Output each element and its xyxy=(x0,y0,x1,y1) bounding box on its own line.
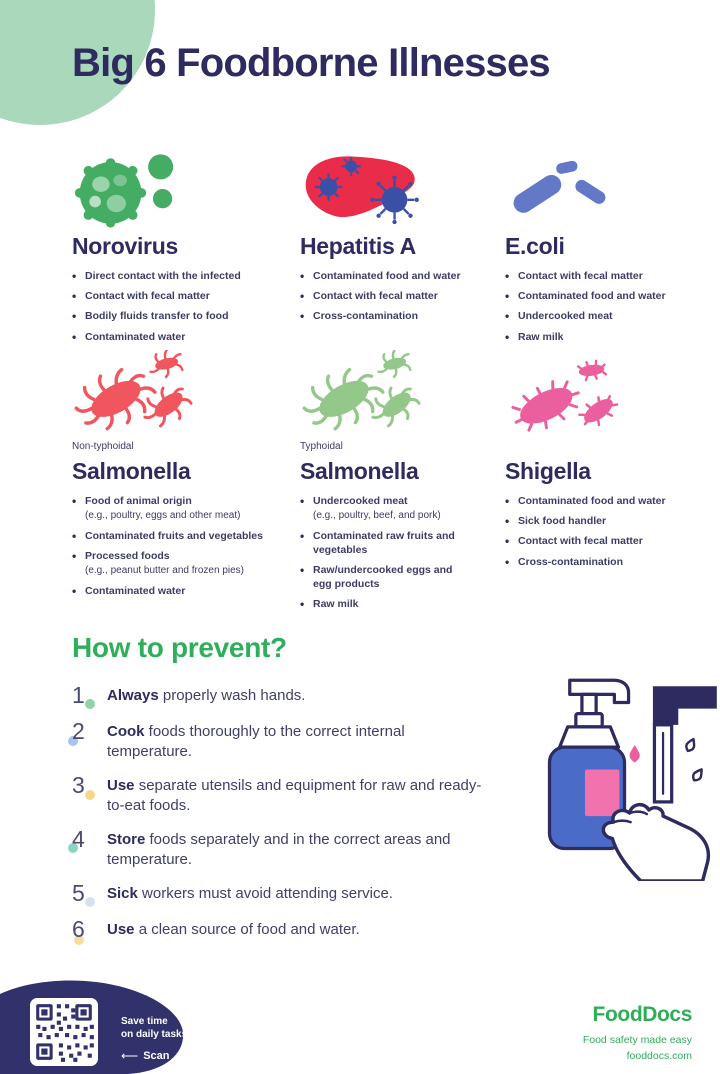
list-item: • Contaminated water xyxy=(72,330,300,344)
list-item: • Food of animal origin (e.g., poultry, eggs and other meat) xyxy=(72,494,300,523)
list-item: • Undercooked meat xyxy=(505,309,702,323)
bullet-list xyxy=(72,269,300,344)
prevention-heading: How to prevent? xyxy=(72,632,287,663)
section-title: Shigella xyxy=(505,458,591,484)
section-norovirus xyxy=(72,148,300,350)
save-time-text: Save time on daily tasks xyxy=(121,1016,188,1040)
prevention-step: 5 Sick workers must avoid attending service. xyxy=(72,880,393,906)
list-item: • Bodily fluids transfer to food xyxy=(72,309,300,323)
norovirus-icon xyxy=(72,148,300,228)
fooddocs-logo: FoodDocs xyxy=(592,1003,692,1026)
list-item: • Contaminated food and water xyxy=(505,494,702,508)
list-item: • Contaminated raw fruits and vegetables xyxy=(300,529,468,557)
list-item: • Raw milk xyxy=(505,330,702,344)
page-title: Big 6 Foodborne Illnesses xyxy=(72,41,550,85)
list-item: • Contact with fecal matter xyxy=(505,269,702,283)
qr-code xyxy=(30,998,98,1066)
list-item: • Processed foods (e.g., peanut butter and frozen pies) xyxy=(72,549,300,578)
list-item: • Raw/undercooked eggs and egg products xyxy=(300,563,468,591)
list-item: • Sick food handler xyxy=(505,514,702,528)
section-title: Salmonella xyxy=(72,458,191,484)
ecoli-icon xyxy=(505,148,702,228)
list-item: • Cross-contamination xyxy=(505,555,702,569)
hepatitis-a-icon xyxy=(300,148,505,228)
scan-label: Scan xyxy=(143,1050,170,1062)
list-item: • Direct contact with the infected xyxy=(72,269,300,283)
handwashing-illustration xyxy=(528,666,718,886)
salmonella-typhoidal-icon xyxy=(300,350,505,436)
brand-tagline: Food safety made easy xyxy=(582,1034,692,1046)
list-item: • Contaminated food and water xyxy=(300,269,468,283)
bullet-list xyxy=(300,494,468,612)
step-number: 5 xyxy=(72,882,90,905)
prevention-section xyxy=(72,632,552,954)
section-sublabel: Typhoidal xyxy=(300,441,343,452)
website-link[interactable]: fooddocs.com xyxy=(626,1050,692,1062)
shigella-icon xyxy=(505,350,702,436)
list-item: • Contaminated fruits and vegetables xyxy=(72,529,300,543)
prevention-step: 2 Cook foods thoroughly to the correct internal temperature. xyxy=(72,718,405,760)
bullet-list xyxy=(505,269,702,344)
step-number: 1 xyxy=(72,684,90,707)
section-salmonella-typhoidal xyxy=(300,350,505,618)
section-salmonella-nontyphoidal xyxy=(72,350,300,618)
step-number: 3 xyxy=(72,774,90,797)
prevention-step: 1 Always properly wash hands. xyxy=(72,682,306,708)
list-item: • Contact with fecal matter xyxy=(72,289,300,303)
bullet-list xyxy=(300,269,468,324)
scan-arrow-icon: ⟵ xyxy=(121,1049,139,1063)
pathogen-sections xyxy=(0,148,720,618)
footer-brand-block xyxy=(583,1003,692,1062)
section-title: E.coli xyxy=(505,233,565,259)
bullet-list xyxy=(505,494,702,569)
footer-left-text xyxy=(121,1015,187,1062)
list-item: • Contaminated water xyxy=(72,584,300,598)
step-number: 2 xyxy=(72,720,90,743)
section-ecoli xyxy=(505,148,702,350)
scan-row xyxy=(121,1050,187,1062)
prevention-step: 6 Use a clean source of food and water. xyxy=(72,916,360,942)
prevention-steps xyxy=(72,684,552,941)
section-title: Norovirus xyxy=(72,233,178,259)
list-item: • Raw milk xyxy=(300,597,468,611)
section-title: Salmonella xyxy=(300,458,419,484)
bullet-list xyxy=(72,494,300,598)
section-title: Hepatitis A xyxy=(300,233,416,259)
section-sublabel xyxy=(505,440,702,453)
list-item: • Contact with fecal matter xyxy=(505,534,702,548)
section-sublabel: Non-typhoidal xyxy=(72,441,134,452)
list-item: • Undercooked meat (e.g., poultry, beef, and pork) xyxy=(300,494,468,523)
step-number: 6 xyxy=(72,918,90,941)
section-shigella xyxy=(505,350,702,618)
prevention-step: 3 Use separate utensils and equipment for raw and ready-to-eat foods. xyxy=(72,772,482,814)
section-hepatitis-a xyxy=(300,148,505,350)
list-item: • Contact with fecal matter xyxy=(300,289,468,303)
list-item: • Contaminated food and water xyxy=(505,289,702,303)
salmonella-nontyphoidal-icon xyxy=(72,350,300,436)
list-item: • Cross-contamination xyxy=(300,309,468,323)
prevention-step: 4 Store foods separately and in the correct areas and temperature. xyxy=(72,826,451,868)
step-number: 4 xyxy=(72,828,90,851)
